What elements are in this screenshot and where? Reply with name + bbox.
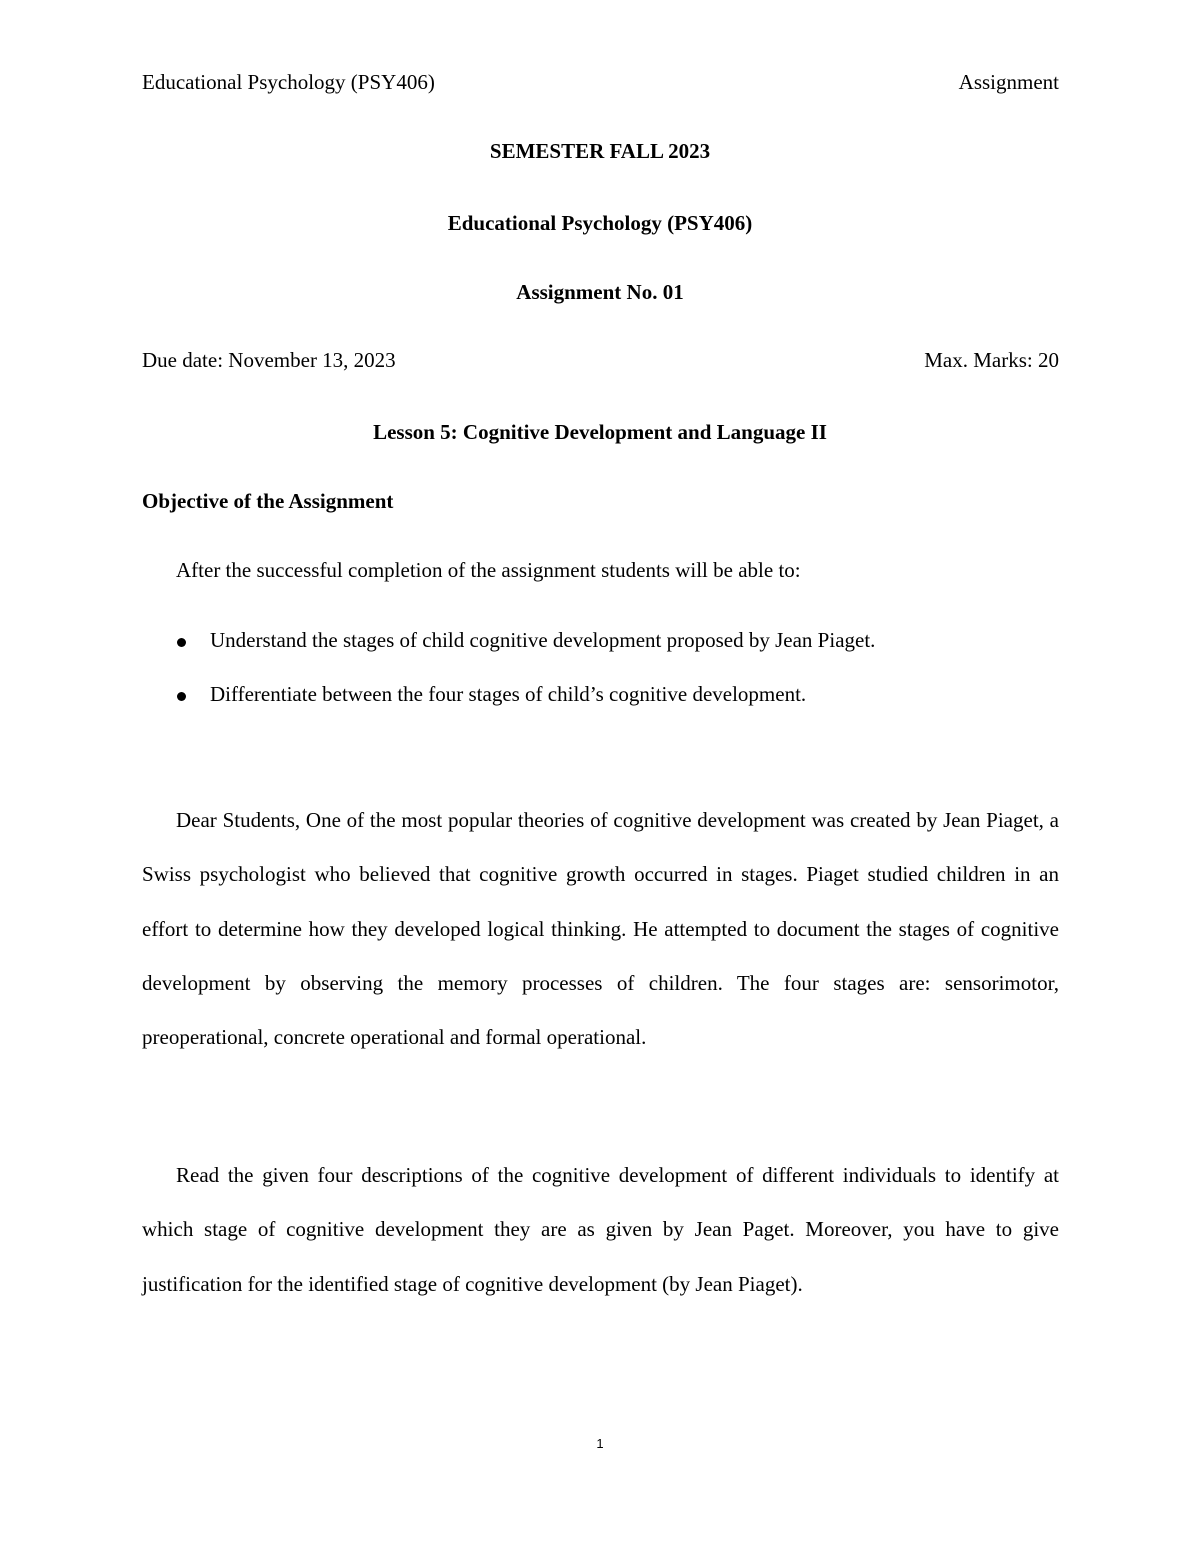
course-title: Educational Psychology (PSY406) bbox=[447, 211, 753, 235]
assignment-number: Assignment No. 01 bbox=[516, 280, 684, 304]
objective-list bbox=[142, 628, 875, 736]
instructions-paragraph: Read the given four descriptions of the cognitive development of different individuals to identify at which stage of cognitive development they are as given by Jean Paget. Moreover, you have to give justification for the identified stage of cognitive development (by Jean Piaget). bbox=[142, 1163, 1059, 1296]
objective-intro: After the successful completion of the assignment students will be able to: bbox=[176, 558, 801, 582]
due-date: Due date: November 13, 2023 bbox=[142, 348, 396, 372]
list-item bbox=[142, 628, 875, 682]
semester-title: SEMESTER FALL 2023 bbox=[489, 139, 711, 163]
page-number: 1 bbox=[596, 1436, 604, 1451]
bullet-icon bbox=[177, 692, 186, 701]
page-header bbox=[142, 70, 1059, 100]
list-item-text: Understand the stages of child cognitive development proposed by Jean Piaget. bbox=[210, 628, 876, 652]
lesson-title: Lesson 5: Cognitive Development and Language II bbox=[373, 420, 827, 444]
list-item bbox=[142, 682, 875, 736]
list-item-text: Differentiate between the four stages of child’s cognitive development. bbox=[210, 682, 807, 706]
max-marks: Max. Marks: 20 bbox=[924, 348, 1059, 372]
header-course: Educational Psychology (PSY406) bbox=[142, 70, 435, 94]
intro-paragraph: Dear Students, One of the most popular theories of cognitive development was created by Jean Piaget, a Swiss psychologist who believed that cognitive growth occurred in stages. Piaget studied children in an effort to determine how they developed logical thinking. He attempted to document the stages of cognitive development by observing the memory processes of children. The four stages are: sensorimotor, preoperational, concrete operational and formal operational. bbox=[142, 808, 1059, 1050]
header-type: Assignment bbox=[958, 70, 1059, 94]
objective-heading: Objective of the Assignment bbox=[142, 489, 394, 513]
bullet-icon bbox=[177, 638, 186, 647]
